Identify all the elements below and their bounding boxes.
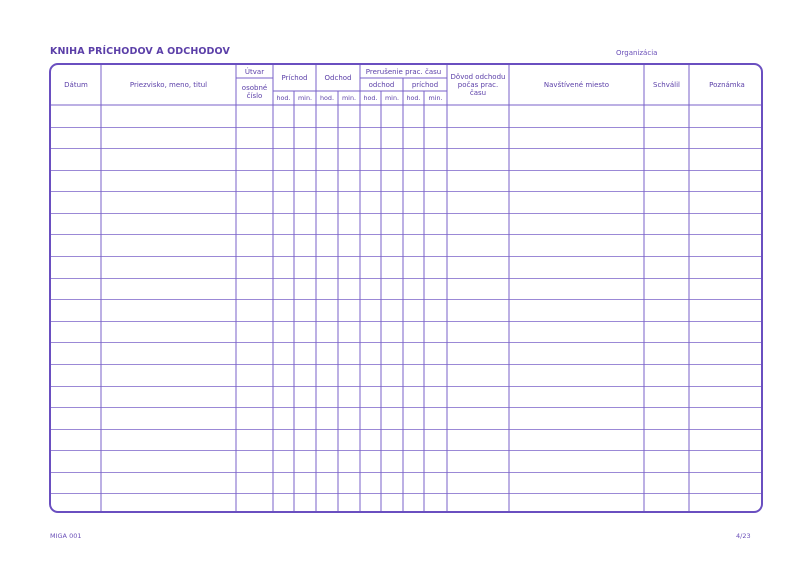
attendance-table (49, 63, 763, 513)
header-interruption-departure-minutes: min. (384, 94, 400, 102)
table-grid (51, 65, 763, 513)
header-reason: Dôvod odchodu počas prac. času (450, 73, 506, 97)
header-personal-number: osobné číslo (241, 83, 268, 100)
organization-label: Organizácia (616, 49, 658, 57)
header-arrival: Príchod (281, 74, 308, 82)
header-departure-hours: hod. (319, 94, 335, 102)
header-interruption-arrival-hours: hod. (406, 94, 421, 102)
header-interruption-departure: odchod (368, 80, 395, 89)
header-interruption-departure-hours: hod. (363, 94, 378, 102)
header-date: Dátum (64, 81, 88, 89)
header-name: Priezvisko, meno, titul (129, 81, 208, 89)
header-departure-minutes: min. (341, 94, 357, 102)
header-interruption: Prerušenie prac. času (365, 67, 442, 76)
header-unit: Útvar (244, 67, 265, 76)
header-arrival-minutes: min. (297, 94, 313, 102)
page-title: KNIHA PRÍCHODOV A ODCHODOV (50, 46, 230, 57)
header-approved: Schválil (653, 81, 680, 89)
header-arrival-hours: hod. (276, 94, 291, 102)
page-number: 4/23 (736, 532, 751, 540)
header-departure: Odchod (324, 74, 352, 82)
header-interruption-arrival-minutes: min. (428, 94, 443, 102)
form-code: MIGA 001 (50, 532, 82, 540)
header-visited-place: Navštívené miesto (543, 81, 610, 89)
header-note: Poznámka (709, 81, 745, 89)
header-interruption-arrival: príchod (411, 80, 439, 89)
